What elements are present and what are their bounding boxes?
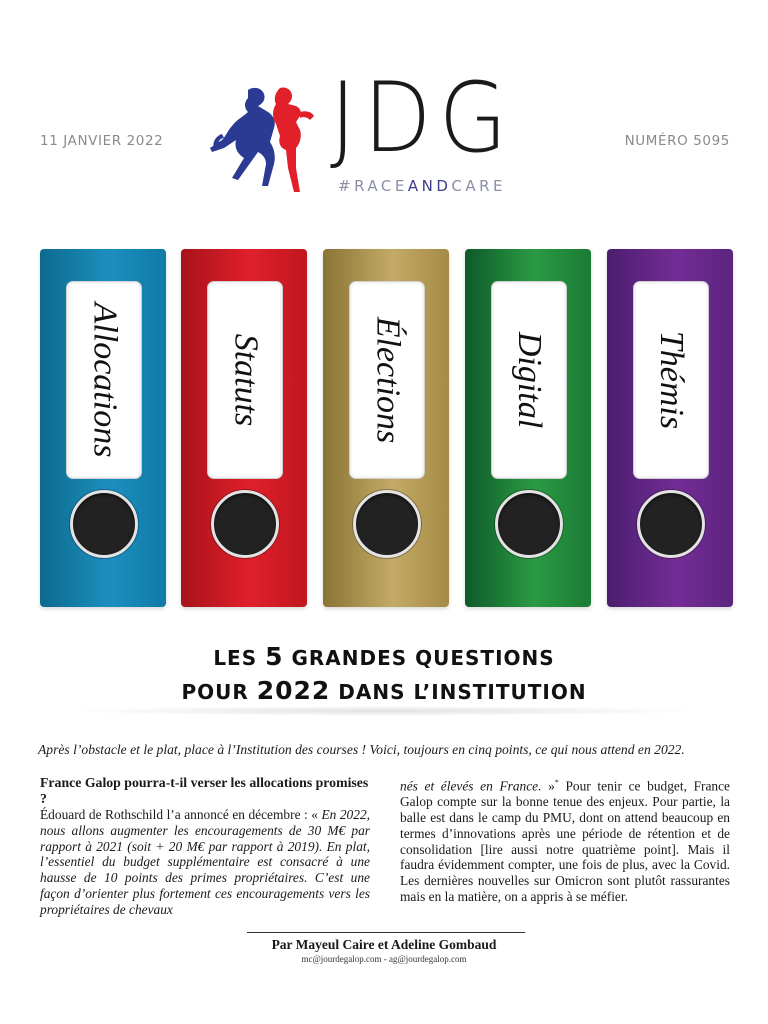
jdg-horse-logo-icon <box>208 84 320 196</box>
headline-number: 5 <box>265 642 284 671</box>
headline-text: GRANDES QUESTIONS <box>283 646 555 670</box>
binder-label-text: Thémis <box>653 330 691 430</box>
headline-shadow <box>60 706 708 716</box>
binder-label-text: Élections <box>369 316 406 444</box>
binder-label <box>633 281 709 479</box>
article-text: » <box>541 778 555 794</box>
byline-divider <box>247 932 525 933</box>
binder-allocations <box>40 249 166 607</box>
footnote-marker: * <box>554 778 559 787</box>
tagline-and: AND <box>407 177 452 195</box>
binder-statuts <box>181 249 307 607</box>
byline-authors: Par Mayeul Caire et Adeline Gombaud <box>271 937 497 952</box>
article-column-1 <box>40 775 370 918</box>
article-text: Édouard de Rothschild l’a annoncé en décembre : « <box>40 807 322 822</box>
tagline-race: RACE <box>354 177 408 195</box>
headline-text: LES <box>213 646 266 670</box>
article-column-2 <box>400 775 730 905</box>
binder-themis <box>607 249 733 607</box>
binder-label <box>491 281 567 479</box>
binder-label <box>66 281 142 479</box>
article-quote: nés et élevés en France. <box>400 778 542 794</box>
jdg-wordmark: JDG <box>330 62 515 174</box>
issue-number: NUMÉRO 5095 <box>624 133 730 149</box>
binder-digital <box>465 249 591 607</box>
byline-emails: mc@jourdegalop.com - ag@jourdegalop.com <box>301 954 467 964</box>
binder-ring-hole-icon <box>495 490 563 558</box>
binder-ring-hole-icon <box>637 490 705 558</box>
headline-line-2 <box>0 676 768 705</box>
article-question: France Galop pourra-t-il verser les allocations promises ? <box>40 775 369 806</box>
article-quote: En 2022, nous allons augmenter les encouragements de 30 M€ par rapport à 2021 (soit + 20 M€ par rapport à 2019). En plat, l’essentiel du budget supplémentaire est consacré à une hausse de 10 points des primes propriétaires. C’est une façon d’orienter plus fortement ces encouragements vers les propriétaires de chevaux <box>40 807 370 917</box>
binder-ring-hole-icon <box>70 490 138 558</box>
intro-paragraph: Après l’obstacle et le plat, place à l’Institution des courses ! Voici, toujours en cinq points, ce qui nous attend en 2022. <box>38 742 685 757</box>
race-and-care-tagline <box>338 177 506 195</box>
binder-label-text: Allocations <box>86 302 124 458</box>
article-text: Pour tenir ce budget, France Galop compte sur la bonne tenue des enjeux. Pour partie, la balle est dans le camp du PMU, dont on attend beaucoup en termes d’innovations après une période de rétention et de consolidation [lire aussi notre quatrième point]. Mais il faudra évidemment compter, une fois de plus, avec la Covid. Les dernières nouvelles sur Omicron sont plutôt rassurantes mais en la matière, on a appris à se méfier. <box>400 778 730 905</box>
tagline-care: CARE <box>451 177 507 195</box>
issue-date: 11 JANVIER 2022 <box>40 133 164 149</box>
headline-line-1 <box>0 642 768 671</box>
binder-ring-hole-icon <box>211 490 279 558</box>
binder-label <box>349 281 425 479</box>
binder-label <box>207 281 283 479</box>
headline-text: DANS L’INSTITUTION <box>330 680 587 704</box>
tagline-hash: # <box>338 177 355 195</box>
headline-number: 2022 <box>256 676 331 705</box>
binder-elections <box>323 249 449 607</box>
binder-label-text: Statuts <box>227 333 265 427</box>
binder-label-text: Digital <box>511 331 548 429</box>
headline-text: POUR <box>181 680 257 704</box>
article-paragraph <box>400 775 730 905</box>
binder-ring-hole-icon <box>353 490 421 558</box>
article-paragraph <box>40 807 370 918</box>
